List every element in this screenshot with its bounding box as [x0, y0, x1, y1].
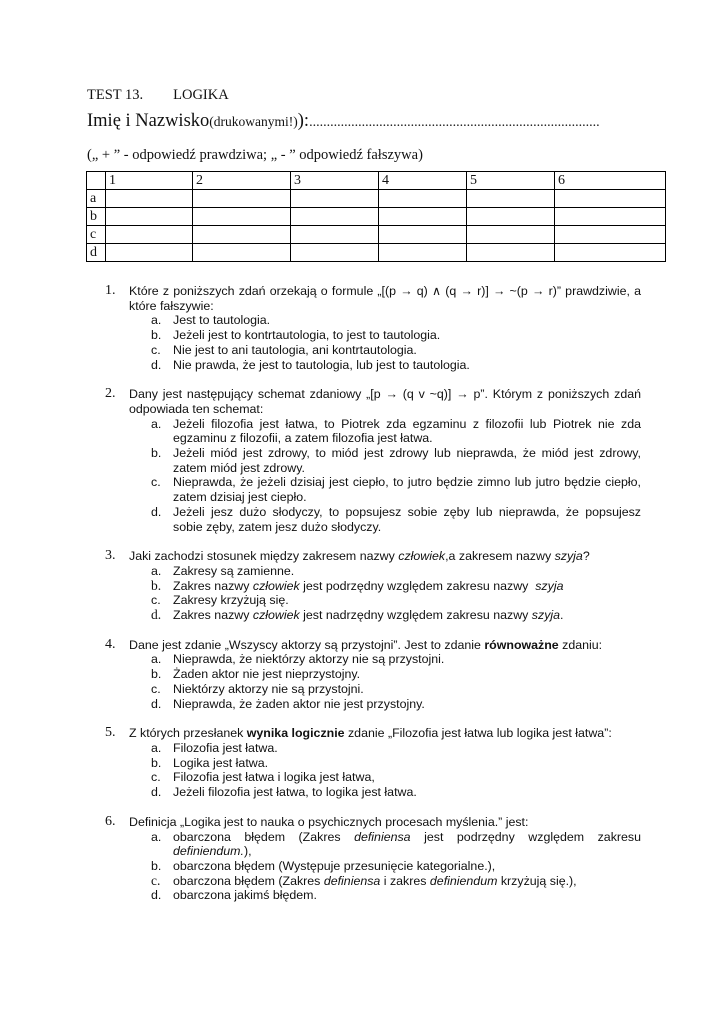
- text-part: obarczona błędem (Zakres: [173, 873, 324, 888]
- text-part: .: [560, 608, 564, 623]
- name-label: Imię i Nazwisko: [87, 111, 210, 131]
- option-item: [129, 505, 641, 534]
- option-letter: b.: [151, 755, 162, 770]
- option-list: [129, 564, 641, 623]
- answer-legend: („ + ” - odpowiedź prawdziwa; „ - ” odpowiedź fałszywa): [87, 147, 423, 163]
- option-text: obarczona błędem (Występuje przesunięcie kategorialne.),: [173, 858, 496, 873]
- option-item: [129, 313, 641, 328]
- answer-cell[interactable]: [555, 226, 666, 244]
- text-part: krzyżują się.),: [497, 873, 577, 888]
- text-part: Zakres nazwy: [173, 578, 253, 593]
- answer-grid-col-header: 2: [193, 172, 291, 190]
- option-text: Jeżeli filozofia jest łatwa, to logika jest łatwa.: [173, 785, 417, 800]
- text-part-italic: człowiek: [252, 578, 300, 593]
- question-number: 4.: [105, 636, 116, 652]
- option-letter: a.: [151, 313, 162, 328]
- question-6: [105, 815, 641, 903]
- answer-cell[interactable]: [379, 208, 467, 226]
- option-item: [129, 328, 641, 343]
- option-letter: c.: [151, 770, 161, 785]
- text-part: ),: [243, 844, 252, 859]
- answer-cell[interactable]: [555, 190, 666, 208]
- answer-grid-row-label: b: [87, 208, 106, 226]
- option-item: [129, 697, 641, 712]
- text-part: Z których przesłanek: [129, 726, 247, 741]
- option-letter: a.: [151, 416, 162, 431]
- answer-grid-col-header: 5: [467, 172, 555, 190]
- option-item: [129, 888, 641, 903]
- option-item: [129, 756, 641, 771]
- question-5: [105, 726, 641, 800]
- answer-cell[interactable]: [291, 226, 379, 244]
- option-letter: d.: [151, 888, 162, 903]
- answer-cell[interactable]: [467, 226, 555, 244]
- option-list: [129, 417, 641, 535]
- name-suffix: ):: [297, 111, 310, 131]
- option-letter: c.: [151, 593, 161, 608]
- name-field[interactable]: ...................................................................................: [309, 115, 600, 130]
- text-part-bold: równoważne: [484, 637, 559, 652]
- option-item: [129, 446, 641, 475]
- name-line: [87, 111, 600, 132]
- option-item: [129, 358, 641, 373]
- text-part-italic: człowiek: [252, 608, 300, 623]
- option-item: [129, 830, 641, 859]
- question-1: [105, 284, 641, 372]
- option-letter: b.: [151, 858, 162, 873]
- option-text: Nie jest to ani tautologia, ani kontrtautologia.: [173, 342, 417, 357]
- option-text: Żaden aktor nie jest nieprzystojny.: [173, 667, 361, 682]
- question-3: [105, 549, 641, 623]
- option-item: [129, 785, 641, 800]
- option-letter: b.: [151, 446, 162, 461]
- question-number: 2.: [105, 386, 116, 402]
- answer-cell[interactable]: [379, 226, 467, 244]
- option-list: [129, 313, 641, 372]
- answer-cell[interactable]: [291, 208, 379, 226]
- option-text: Filozofia jest łatwa i logika jest łatwa,: [173, 770, 375, 785]
- option-letter: c.: [151, 475, 161, 490]
- text-part: jest nadrzędny względem zakresu nazwy: [299, 608, 532, 623]
- answer-cell[interactable]: [291, 244, 379, 262]
- question-text: [129, 638, 641, 653]
- answer-cell[interactable]: [193, 244, 291, 262]
- answer-cell[interactable]: [193, 190, 291, 208]
- answer-grid-row: [87, 244, 666, 262]
- option-text: Niektórzy aktorzy nie są przystojni.: [173, 681, 364, 696]
- answer-cell[interactable]: [467, 244, 555, 262]
- text-part: i zakres: [380, 873, 430, 888]
- text-part: obarczona błędem (Zakres: [173, 829, 355, 844]
- option-letter: b.: [151, 577, 162, 593]
- text-part-italic: definiendum.: [173, 844, 244, 859]
- question-text: Które z poniższych zdań orzekają o formule „[(p → q) ∧ (q → r)] → ~(p → r)” prawdziwie, a które fałszywie:: [129, 284, 641, 313]
- question-2: [105, 387, 641, 534]
- option-text: Jest to tautologia.: [173, 313, 271, 328]
- answer-cell[interactable]: [467, 208, 555, 226]
- question-4: [105, 638, 641, 712]
- option-list: [129, 652, 641, 711]
- question-text: Dany jest następujący schemat zdaniowy „[p → (q v ~q)] → p”. Którym z poniższych zdań odpowiada ten schemat:: [129, 387, 641, 416]
- answer-cell[interactable]: [379, 190, 467, 208]
- text-part-italic: definiensa: [354, 829, 411, 844]
- option-letter: a.: [151, 829, 162, 844]
- option-item: [129, 652, 641, 667]
- question-text: Definicja „Logika jest to nauka o psychicznych procesach myślenia.” jest:: [129, 814, 529, 829]
- option-item: [129, 579, 641, 594]
- text-part: jest podrzędny względem zakresu: [410, 829, 641, 844]
- option-item: [129, 564, 641, 579]
- text-part: Jaki zachodzi stosunek między zakresem nazwy: [129, 549, 399, 564]
- option-item: [129, 608, 641, 623]
- option-letter: d.: [151, 696, 162, 711]
- text-part-italic: szyja: [531, 608, 561, 623]
- question-list: [105, 284, 641, 918]
- option-text: Nieprawda, że niektórzy aktorzy nie są przystojni.: [173, 652, 445, 667]
- text-part-italic: człowiek: [398, 549, 446, 564]
- option-item: [129, 417, 641, 446]
- option-item: [129, 667, 641, 682]
- answer-grid-col-header: 4: [379, 172, 467, 190]
- option-text: Filozofia jest łatwa.: [173, 740, 278, 755]
- question-number: 5.: [105, 725, 116, 741]
- text-part: Zakres nazwy: [173, 608, 253, 623]
- option-item: [129, 859, 641, 874]
- name-hint: (drukowanymi!): [209, 114, 298, 129]
- option-item: [129, 741, 641, 756]
- answer-grid-row: [87, 208, 666, 226]
- option-item: [129, 475, 641, 504]
- text-part: ?: [582, 549, 590, 564]
- text-part: jest podrzędny względem zakresu nazwy: [299, 578, 536, 593]
- question-number: 3.: [105, 548, 116, 564]
- answer-cell[interactable]: [555, 208, 666, 226]
- option-text: Jeżeli filozofia jest łatwa, to Piotrek zda egzaminu z filozofii lub Piotrek nie zda egzaminu z filozofii, a zatem filozofia jest łatwa.: [173, 416, 641, 446]
- option-text: Nie prawda, że jest to tautologia, lub jest to tautologia.: [173, 357, 470, 372]
- option-letter: b.: [151, 328, 162, 343]
- answer-grid-row-label: a: [87, 190, 106, 208]
- option-letter: c.: [151, 342, 161, 357]
- text-part-bold: wynika logicznie: [246, 726, 345, 741]
- option-list: [129, 830, 641, 904]
- option-letter: a.: [151, 652, 162, 667]
- option-text: Jeżeli jesz dużo słodyczy, to popsujesz sobie zęby lub nieprawda, że popsujesz sobie zęby, zatem jesz dużo słodyczy.: [173, 504, 641, 534]
- text-part-italic: szyja: [554, 549, 583, 564]
- option-letter: d.: [151, 785, 162, 800]
- question-text: [129, 726, 641, 741]
- option-text: Nieprawda, że żaden aktor nie jest przystojny.: [173, 696, 425, 711]
- option-text: obarczona jakimś błędem.: [173, 888, 317, 903]
- answer-grid-row: [87, 190, 666, 208]
- answer-cell[interactable]: [106, 208, 193, 226]
- answer-cell[interactable]: [379, 244, 467, 262]
- answer-cell[interactable]: [193, 208, 291, 226]
- option-letter: a.: [151, 740, 162, 755]
- option-item: [129, 682, 641, 697]
- option-text: Jeżeli jest to kontrtautologia, to jest to tautologia.: [173, 328, 441, 343]
- test-header: [87, 87, 229, 104]
- answer-grid-col-header: 3: [291, 172, 379, 190]
- text-part: ,a zakresem nazwy: [445, 549, 555, 564]
- text-part: Dane jest zdanie „Wszyscy aktorzy są przystojni”. Jest to zdanie: [129, 637, 485, 652]
- text-part: zdaniu:: [558, 637, 603, 652]
- answer-grid-row-label: d: [87, 244, 106, 262]
- answer-grid-col-header: 6: [555, 172, 666, 190]
- answer-cell[interactable]: [291, 190, 379, 208]
- answer-cell[interactable]: [467, 190, 555, 208]
- option-item: [129, 593, 641, 608]
- option-item: [129, 343, 641, 358]
- option-text: Logika jest łatwa.: [173, 755, 269, 770]
- text-part-italic: definiensa: [323, 873, 381, 888]
- answer-cell[interactable]: [106, 226, 193, 244]
- option-letter: c.: [151, 872, 161, 888]
- answer-cell[interactable]: [555, 244, 666, 262]
- option-text: Zakresy są zamienne.: [173, 563, 295, 578]
- answer-grid: [86, 171, 666, 262]
- option-letter: a.: [151, 563, 162, 578]
- answer-grid-row: [87, 226, 666, 244]
- option-letter: c.: [151, 681, 161, 696]
- answer-cell[interactable]: [106, 190, 193, 208]
- answer-cell[interactable]: [106, 244, 193, 262]
- answer-grid-row-label: c: [87, 226, 106, 244]
- test-number: TEST 13.: [87, 87, 144, 103]
- test-subject: LOGIKA: [173, 87, 229, 103]
- option-text: Zakresy krzyżują się.: [173, 593, 289, 608]
- question-text: [129, 549, 641, 564]
- option-text: Nieprawda, że jeżeli dzisiaj jest ciepło, to jutro będzie zimno lub jutro będzie ciepło, zatem dzisiaj jest ciepło.: [173, 475, 641, 505]
- option-letter: b.: [151, 667, 162, 682]
- text-part-italic: szyja: [535, 578, 564, 593]
- answer-grid-header-row: [87, 172, 666, 190]
- option-text: Jeżeli miód jest zdrowy, to miód jest zdrowy lub nieprawda, że miód jest zdrowy, zatem miód jest zdrowy.: [173, 446, 641, 475]
- option-item: [129, 874, 641, 889]
- question-number: 6.: [105, 813, 116, 829]
- option-letter: d.: [151, 607, 162, 623]
- answer-grid-corner: [87, 172, 106, 190]
- question-number: 1.: [105, 283, 116, 298]
- text-part-italic: definiendum: [429, 873, 498, 888]
- answer-grid-col-header: 1: [106, 172, 193, 190]
- text-part: zdanie „Filozofia jest łatwa lub logika jest łatwa”:: [344, 726, 612, 741]
- option-list: [129, 741, 641, 800]
- option-item: [129, 770, 641, 785]
- option-letter: d.: [151, 357, 162, 372]
- option-letter: d.: [151, 504, 162, 519]
- answer-cell[interactable]: [193, 226, 291, 244]
